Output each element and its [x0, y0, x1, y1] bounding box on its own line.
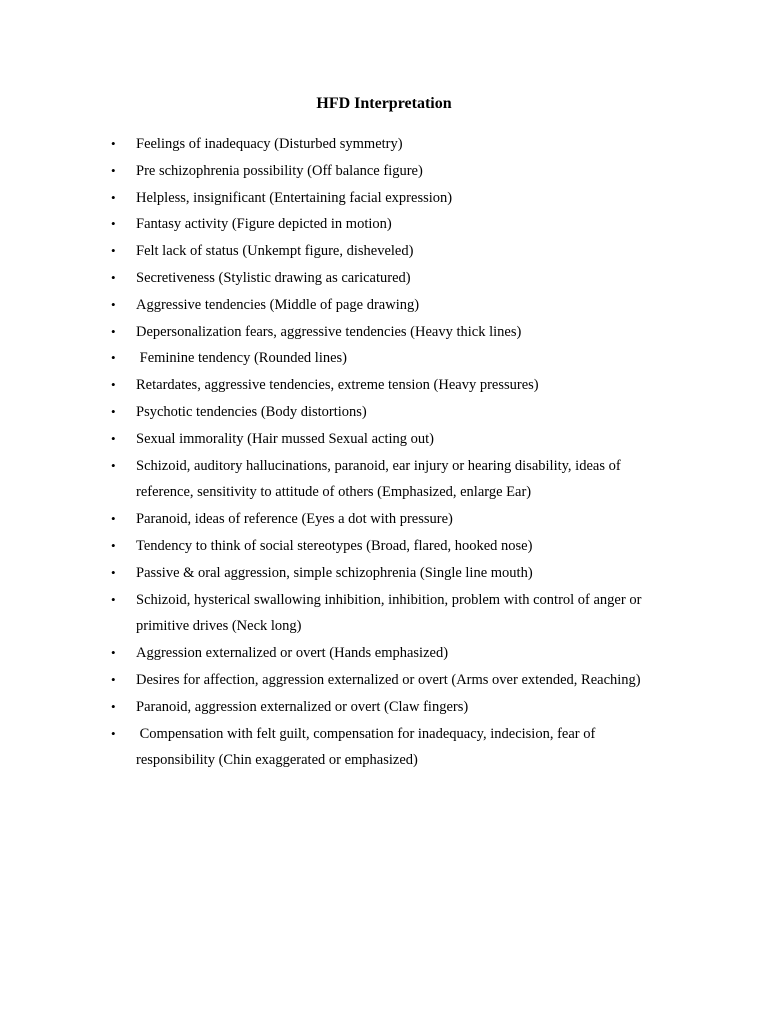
list-item: [106, 372, 666, 399]
list-item: [106, 506, 666, 533]
list-item-text: Aggressive tendencies (Middle of page drawing): [136, 296, 420, 313]
bullet-icon: •: [111, 645, 116, 661]
list-item-text: Fantasy activity (Figure depicted in motion): [136, 216, 392, 233]
bullet-icon: •: [111, 136, 116, 151]
list-item: [106, 211, 666, 238]
list-item-text: Sexual immorality (Hair mussed Sexual acting out): [136, 430, 434, 447]
list-item-text: Felt lack of status (Unkempt figure, disheveled): [136, 243, 414, 260]
list-item-text: Schizoid, auditory hallucinations, paranoid, ear injury or hearing disability, ideas of reference, sensitivity to attitude of others (Emphasized, enlarge Ear): [136, 457, 625, 501]
bullet-icon: •: [111, 591, 116, 607]
bullet-icon: •: [111, 296, 116, 312]
list-item: [106, 533, 666, 560]
list-item: [106, 640, 666, 667]
list-item: [106, 721, 666, 775]
bullet-icon: •: [111, 457, 116, 473]
list-item: [106, 185, 666, 212]
list-item-text: Paranoid, ideas of reference (Eyes a dot with pressure): [136, 511, 453, 528]
list-item: [106, 345, 666, 372]
bullet-icon: •: [111, 243, 116, 259]
bullet-icon: •: [111, 216, 116, 232]
bullet-icon: •: [111, 564, 116, 580]
list-item-text: Feelings of inadequacy (Disturbed symmetry): [136, 136, 403, 152]
list-item: [106, 587, 666, 641]
bullet-icon: •: [111, 162, 116, 178]
list-item: [106, 399, 666, 426]
list-item-text: Tendency to think of social stereotypes (Broad, flared, hooked nose): [136, 537, 533, 554]
list-item-text: Helpless, insignificant (Entertaining facial expression): [136, 189, 453, 206]
list-item-text: Paranoid, aggression externalized or overt (Claw fingers): [136, 698, 469, 715]
list-item: [106, 453, 666, 507]
document-title: HFD Interpretation: [316, 95, 452, 112]
list-item: [106, 560, 666, 587]
list-item: [106, 238, 666, 265]
list-item-text: Secretiveness (Stylistic drawing as caricatured): [136, 269, 411, 286]
list-item-text: Psychotic tendencies (Body distortions): [136, 403, 367, 420]
list-item: [106, 319, 666, 346]
list-item: [106, 426, 666, 453]
bullet-icon: •: [111, 377, 116, 393]
list-item: [106, 131, 666, 158]
bullet-list: [106, 131, 666, 774]
list-item-text: Depersonalization fears, aggressive tendencies (Heavy thick lines): [136, 323, 522, 340]
bullet-icon: •: [111, 269, 116, 285]
list-item-text: Schizoid, hysterical swallowing inhibition, inhibition, problem with control of anger or primitive drives (Neck long): [136, 591, 646, 635]
list-item-text: Feminine tendency (Rounded lines): [136, 350, 348, 367]
list-item: [106, 667, 666, 694]
bullet-icon: •: [111, 537, 116, 553]
bullet-icon: •: [111, 403, 116, 419]
bullet-icon: •: [111, 725, 116, 741]
list-item: [106, 292, 666, 319]
bullet-icon: •: [111, 671, 116, 687]
list-item-text: Retardates, aggressive tendencies, extreme tension (Heavy pressures): [136, 377, 539, 394]
list-item-text: Pre schizophrenia possibility (Off balance figure): [136, 162, 423, 179]
list-item-text: Desires for affection, aggression externalized or overt (Arms over extended, Reaching): [136, 671, 641, 688]
list-item: [106, 694, 666, 721]
bullet-icon: •: [111, 511, 116, 527]
list-item-text: Compensation with felt guilt, compensation for inadequacy, indecision, fear of responsibility (Chin exaggerated or emphasized): [136, 725, 599, 769]
list-item-text: Aggression externalized or overt (Hands emphasized): [136, 645, 449, 662]
list-item: [106, 265, 666, 292]
bullet-icon: •: [111, 698, 116, 714]
list-item-text: Passive & oral aggression, simple schizophrenia (Single line mouth): [136, 564, 533, 581]
list-item: [106, 158, 666, 185]
bullet-icon: •: [111, 350, 116, 366]
bullet-icon: •: [111, 430, 116, 446]
bullet-icon: •: [111, 189, 116, 205]
bullet-icon: •: [111, 323, 116, 339]
